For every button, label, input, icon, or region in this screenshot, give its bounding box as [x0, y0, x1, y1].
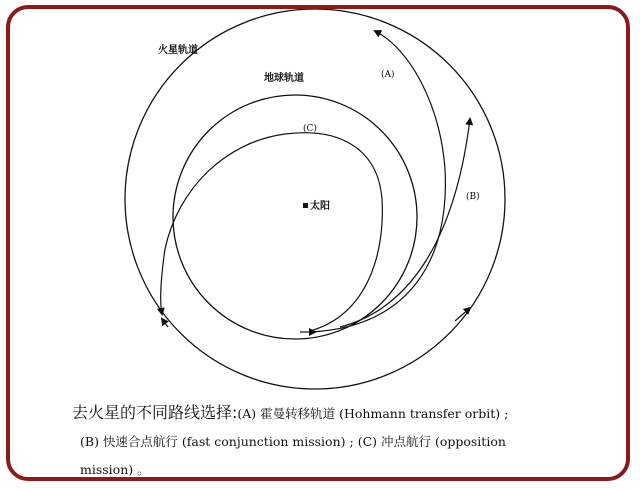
caption-line-2 [72, 428, 592, 456]
label-path-a: (A) [381, 70, 395, 80]
frame-border [6, 5, 630, 481]
caption-part-a: (A) 霍曼转移轨道 (Hohmann transfer orbit) ; [237, 406, 509, 421]
orbit-diagram [10, 9, 630, 409]
path-a-hohmann [310, 31, 445, 332]
caption-lead: 去火星的不同路线选择: [72, 403, 238, 422]
label-mars-orbit: 火星轨道 [158, 45, 198, 56]
caption-line-1 [72, 399, 592, 428]
mars-orbit-direction-arrow-left [162, 319, 168, 327]
caption-line-3 [72, 456, 592, 481]
label-path-b: (B) [466, 192, 480, 202]
label-path-c: (C) [303, 124, 317, 134]
caption-part-c-end: mission) 。 [80, 462, 150, 477]
earth-orbit-circle [173, 95, 417, 339]
caption-part-b: (B) 快速合点航行 (fast conjunction mission) ; [80, 434, 354, 449]
label-earth-orbit: 地球轨道 [264, 73, 304, 84]
figure-caption [72, 399, 592, 481]
sun-marker [303, 203, 308, 208]
label-sun: 太阳 [310, 201, 330, 212]
path-c-opposition [161, 133, 383, 331]
caption-part-c: (C) 冲点航行 (opposition [357, 434, 506, 449]
